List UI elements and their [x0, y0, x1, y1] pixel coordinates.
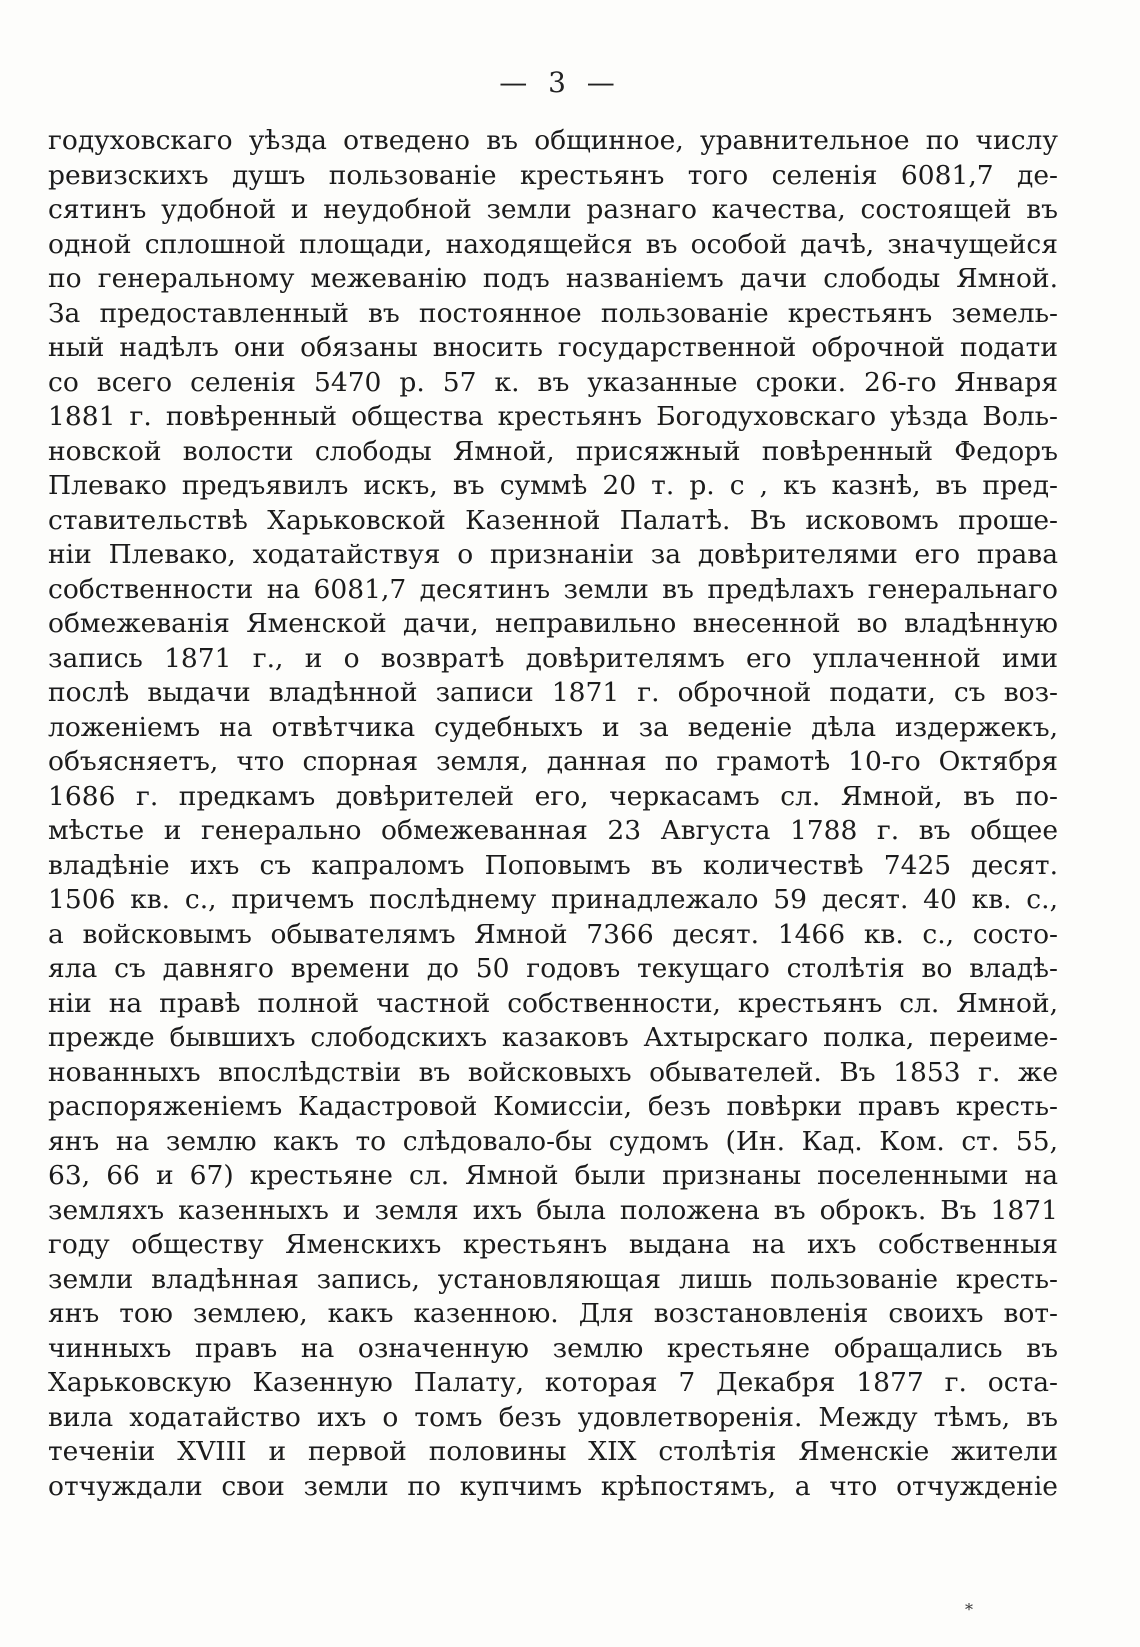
text-line: ніи на правѣ полной частной собственности, крестьянъ сл. Ямной,	[48, 987, 1058, 1019]
text-line: обмежеванія Яменской дачи, неправильно внесенной во владѣнную	[48, 608, 1058, 639]
text-line: теченіи XVIII и первой половины XIX столѣтія Яменскіе жители	[48, 1436, 1058, 1467]
text-line: послѣ выдачи владѣнной записи 1871 г. оброчной подати, съ воз-	[48, 677, 1058, 708]
text-line: земли владѣнная запись, установляющая лишь пользованіе кресть-	[48, 1263, 1058, 1295]
text-line: собственности на 6081,7 десятинъ земли въ предѣлахъ генеральнаго	[48, 573, 1058, 605]
text-line: году обществу Яменскихъ крестьянъ выдана на ихъ собственныя	[48, 1229, 1058, 1260]
text-line: отчуждали свои земли по купчимъ крѣпостямъ, а что отчужденіе	[48, 1470, 1058, 1502]
text-line: янъ на землю какъ то слѣдовало-бы судомъ (Ин. Кад. Ком. ст. 55,	[48, 1125, 1058, 1157]
text-line: мѣстье и генерально обмежеванная 23 Августа 1788 г. въ общее	[48, 815, 1058, 846]
text-line: яла съ давняго времени до 50 годовъ текущаго столѣтія во владѣ-	[48, 953, 1058, 984]
text-line: Харьковскую Казенную Палату, которая 7 Декабря 1877 г. оста-	[48, 1367, 1058, 1398]
text-line: 1686 г. предкамъ довѣрителей его, черкасамъ сл. Ямной, въ по-	[48, 780, 1058, 812]
text-line: сятинъ удобной и неудобной земли разнаго качества, состоящей въ	[48, 194, 1058, 225]
text-line: ревизскихъ душъ пользованіе крестьянъ того селенія 6081,7 де-	[48, 159, 1058, 191]
body-text	[48, 124, 1058, 1504]
text-line: Плевако предъявилъ искъ, въ суммѣ 20 т. р. с , къ казнѣ, въ пред-	[48, 470, 1058, 501]
text-line: владѣніе ихъ съ капраломъ Поповымъ въ количествѣ 7425 десят.	[48, 849, 1058, 881]
text-line: новской волости слободы Ямной, присяжный повѣренный Федоръ	[48, 435, 1058, 467]
text-line: ставительствѣ Харьковской Казенной Палатѣ. Въ исковомъ проше-	[48, 504, 1058, 536]
text-line: запись 1871 г., и о возвратѣ довѣрителямъ его уплаченной ими	[48, 642, 1058, 674]
text-line: За предоставленный въ постоянное пользованіе крестьянъ земель-	[48, 297, 1058, 329]
text-line: 63, 66 и 67) крестьяне сл. Ямной были признаны поселенными на	[48, 1160, 1058, 1191]
text-line: одной сплошной площади, находящейся въ особой дачѣ, значущейся	[48, 228, 1058, 260]
text-line: земляхъ казенныхъ и земля ихъ была положена въ оброкъ. Въ 1871	[48, 1194, 1058, 1226]
text-line: по генеральному межеванію подъ названіемъ дачи слободы Ямной.	[48, 263, 1058, 294]
text-line: 1506 кв. с., причемъ послѣднему принадлежало 59 десят. 40 кв. с.,	[48, 884, 1058, 915]
text-line: ный надѣлъ они обязаны вносить государственной оброчной подати	[48, 332, 1058, 363]
text-line: ложеніемъ на отвѣтчика судебныхъ и за веденіе дѣла издержекъ,	[48, 711, 1058, 743]
text-line: объясняетъ, что спорная земля, данная по грамотѣ 10-го Октября	[48, 746, 1058, 777]
footer-mark: *	[965, 1600, 973, 1619]
text-line: 1881 г. повѣренный общества крестьянъ Богодуховскаго уѣзда Воль-	[48, 401, 1058, 432]
text-line: а войсковымъ обывателямъ Ямной 7366 десят. 1466 кв. с., состо-	[48, 918, 1058, 950]
text-line: чинныхъ правъ на означенную землю крестьяне обращались въ	[48, 1332, 1058, 1364]
text-line: со всего селенія 5470 р. 57 к. въ указанные сроки. 26-го Января	[48, 366, 1058, 398]
text-line: нованныхъ впослѣдствіи въ войсковыхъ обывателей. Въ 1853 г. же	[48, 1056, 1058, 1088]
text-line: ніи Плевако, ходатайствуя о признаніи за довѣрителями его права	[48, 539, 1058, 570]
text-line: распоряженіемъ Кадастровой Комиссіи, безъ повѣрки правъ кресть-	[48, 1091, 1058, 1122]
text-line: янъ тою землею, какъ казенною. Для возстановленія своихъ вот-	[48, 1298, 1058, 1329]
text-line: годуховскаго уѣзда отведено въ общинное, уравнительное по числу	[48, 125, 1058, 156]
page-number: — 3 —	[499, 66, 621, 99]
text-line: прежде бывшихъ слободскихъ казаковъ Ахтырскаго полка, переиме-	[48, 1022, 1058, 1053]
text-line: вила ходатайство ихъ о томъ безъ удовлетворенія. Между тѣмъ, въ	[48, 1401, 1058, 1433]
